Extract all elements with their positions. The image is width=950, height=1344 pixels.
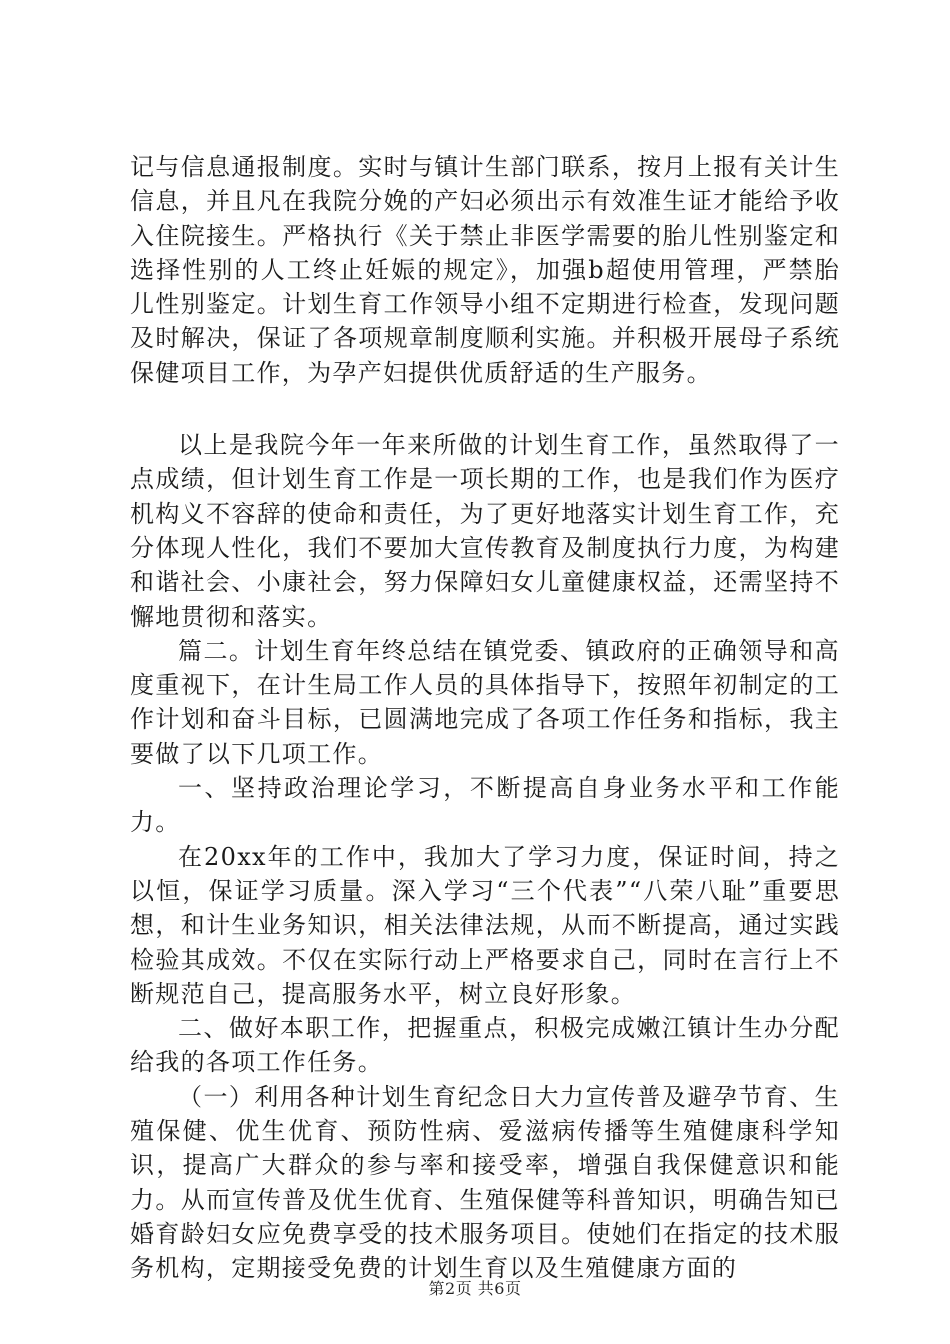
- heading-section-two: 二、做好本职工作，把握重点，积极完成嫩江镇计生办分配给我的各项工作任务。: [130, 1014, 840, 1077]
- page-footer: 第2页 共6页: [428, 1279, 522, 1298]
- paragraph-continued: 记与信息通报制度。实时与镇计生部门联系，按月上报有关计生信息，并且凡在我院分娩的产妇必须出示有效准生证才能给予收入住院接生。严格执行《关于禁止非医学需要的胎儿性别鉴定和选择性别的人工终止妊娠的规定》，加强b超使用管理，严禁胎儿性别鉴定。计划生育工作领导小组不定期进行检查，发现问题及时解决，保证了各项规章制度顺利实施。并积极开展母子系统保健项目工作，为孕产妇提供优质舒适的生产服务。: [130, 153, 840, 387]
- heading-section-one: 一、坚持政治理论学习，不断提高自身业务水平和工作能力。: [130, 774, 840, 837]
- paragraph-item-one: （一）利用各种计划生育纪念日大力宣传普及避孕节育、生殖保健、优生优育、预防性病、爱滋病传播等生殖健康科学知识，提高广大群众的参与率和接受率，增强自我保健意识和能力。从而宣传普及优生优育、生殖保健等科普知识，明确告知已婚育龄妇女应免费享受的技术服务项目。使她们在指定的技术服务机构，定期接受免费的计划生育以及生殖健康方面的: [130, 1082, 840, 1283]
- document-page: [130, 150, 840, 1286]
- paragraph-part-two: 篇二。计划生育年终总结在镇党委、镇政府的正确领导和高度重视下，在计生局工作人员的具体指导下，按照年初制定的工作计划和奋斗目标，已圆满地完成了各项工作任务和指标，我主要做了以下几项工作。: [130, 636, 840, 768]
- paragraph-study: 在20xx年的工作中，我加大了学习力度，保证时间，持之以恒，保证学习质量。深入学习“三个代表”“八荣八耻”重要思想，和计生业务知识，相关法律法规，从而不断提高，通过实践检验其成效。不仅在实际行动上严格要求自己，同时在言行上不断规范自己，提高服务水平，树立良好形象。: [130, 842, 840, 1008]
- paragraph-summary: 以上是我院今年一年来所做的计划生育工作，虽然取得了一点成绩，但计划生育工作是一项长期的工作，也是我们作为医疗机构义不容辞的使命和责任，为了更好地落实计划生育工作，充分体现人性化，我们不要加大宣传教育及制度执行力度，为构建和谐社会、小康社会，努力保障妇女儿童健康权益，还需坚持不懈地贯彻和落实。: [130, 431, 840, 631]
